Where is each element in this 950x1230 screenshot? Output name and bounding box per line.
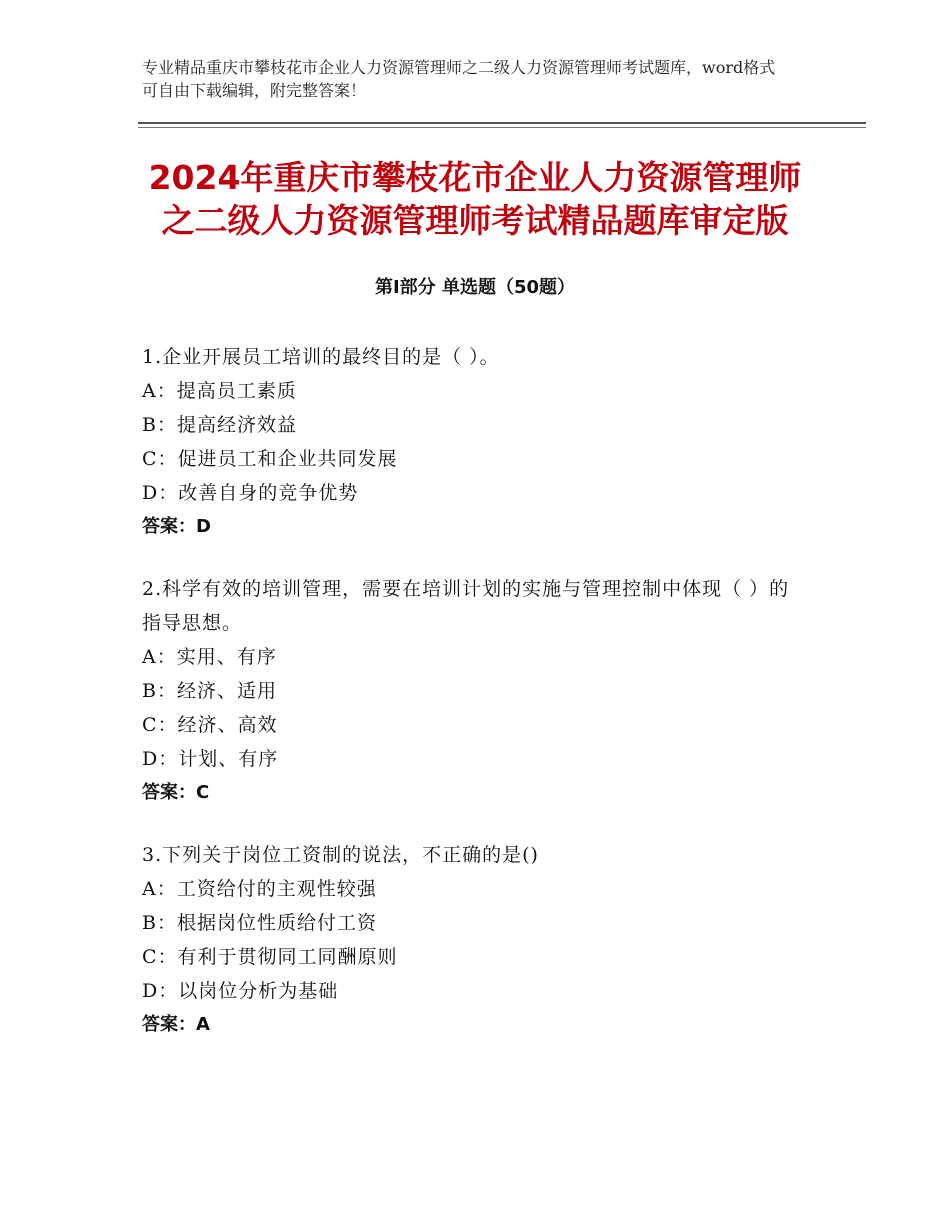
- header-rule-thick: [138, 122, 866, 124]
- question-item: [142, 838, 802, 1042]
- question-stem: 2.科学有效的培训管理，需要在培训计划的实施与管理控制中体现（ ）的指导思想。: [142, 578, 790, 634]
- question-option: C：经济、高效: [142, 714, 278, 736]
- question-stem: 1.企业开展员工培训的最终目的是（ ）。: [142, 346, 500, 368]
- question-stem: 3.下列关于岗位工资制的说法，不正确的是(): [142, 844, 539, 866]
- document-title-line-2: 之二级人力资源管理师考试精品题库审定版: [161, 201, 789, 240]
- header-rule-thin: [138, 127, 866, 128]
- question-option: C：促进员工和企业共同发展: [142, 448, 398, 470]
- document-title: [100, 156, 850, 242]
- document-title-line-1: 2024年重庆市攀枝花市企业人力资源管理师: [148, 158, 802, 197]
- question-option: C：有利于贯彻同工同酬原则: [142, 946, 398, 968]
- header-note: 专业精品重庆市攀枝花市企业人力资源管理师之二级人力资源管理师考试题库，word格式可自由下载编辑，附完整答案！: [142, 58, 776, 100]
- question-item: [142, 572, 802, 810]
- question-option: A：工资给付的主观性较强: [142, 878, 377, 900]
- section-title: 第Ⅰ部分 单选题（50题）: [374, 277, 575, 298]
- question-option: B：经济、适用: [142, 680, 277, 702]
- question-option: D：计划、有序: [142, 748, 279, 770]
- question-option: B：根据岗位性质给付工资: [142, 912, 377, 934]
- question-option: D：以岗位分析为基础: [142, 980, 339, 1002]
- question-option: B：提高经济效益: [142, 414, 297, 436]
- question-option: D：改善自身的竞争优势: [142, 482, 359, 504]
- question-answer: 答案：D: [142, 516, 211, 537]
- question-answer: 答案：C: [142, 782, 210, 803]
- question-answer: 答案：A: [142, 1014, 210, 1035]
- question-item: [142, 340, 802, 544]
- question-option: A：提高员工素质: [142, 380, 297, 402]
- question-option: A：实用、有序: [142, 646, 277, 668]
- question-list: [142, 340, 802, 1070]
